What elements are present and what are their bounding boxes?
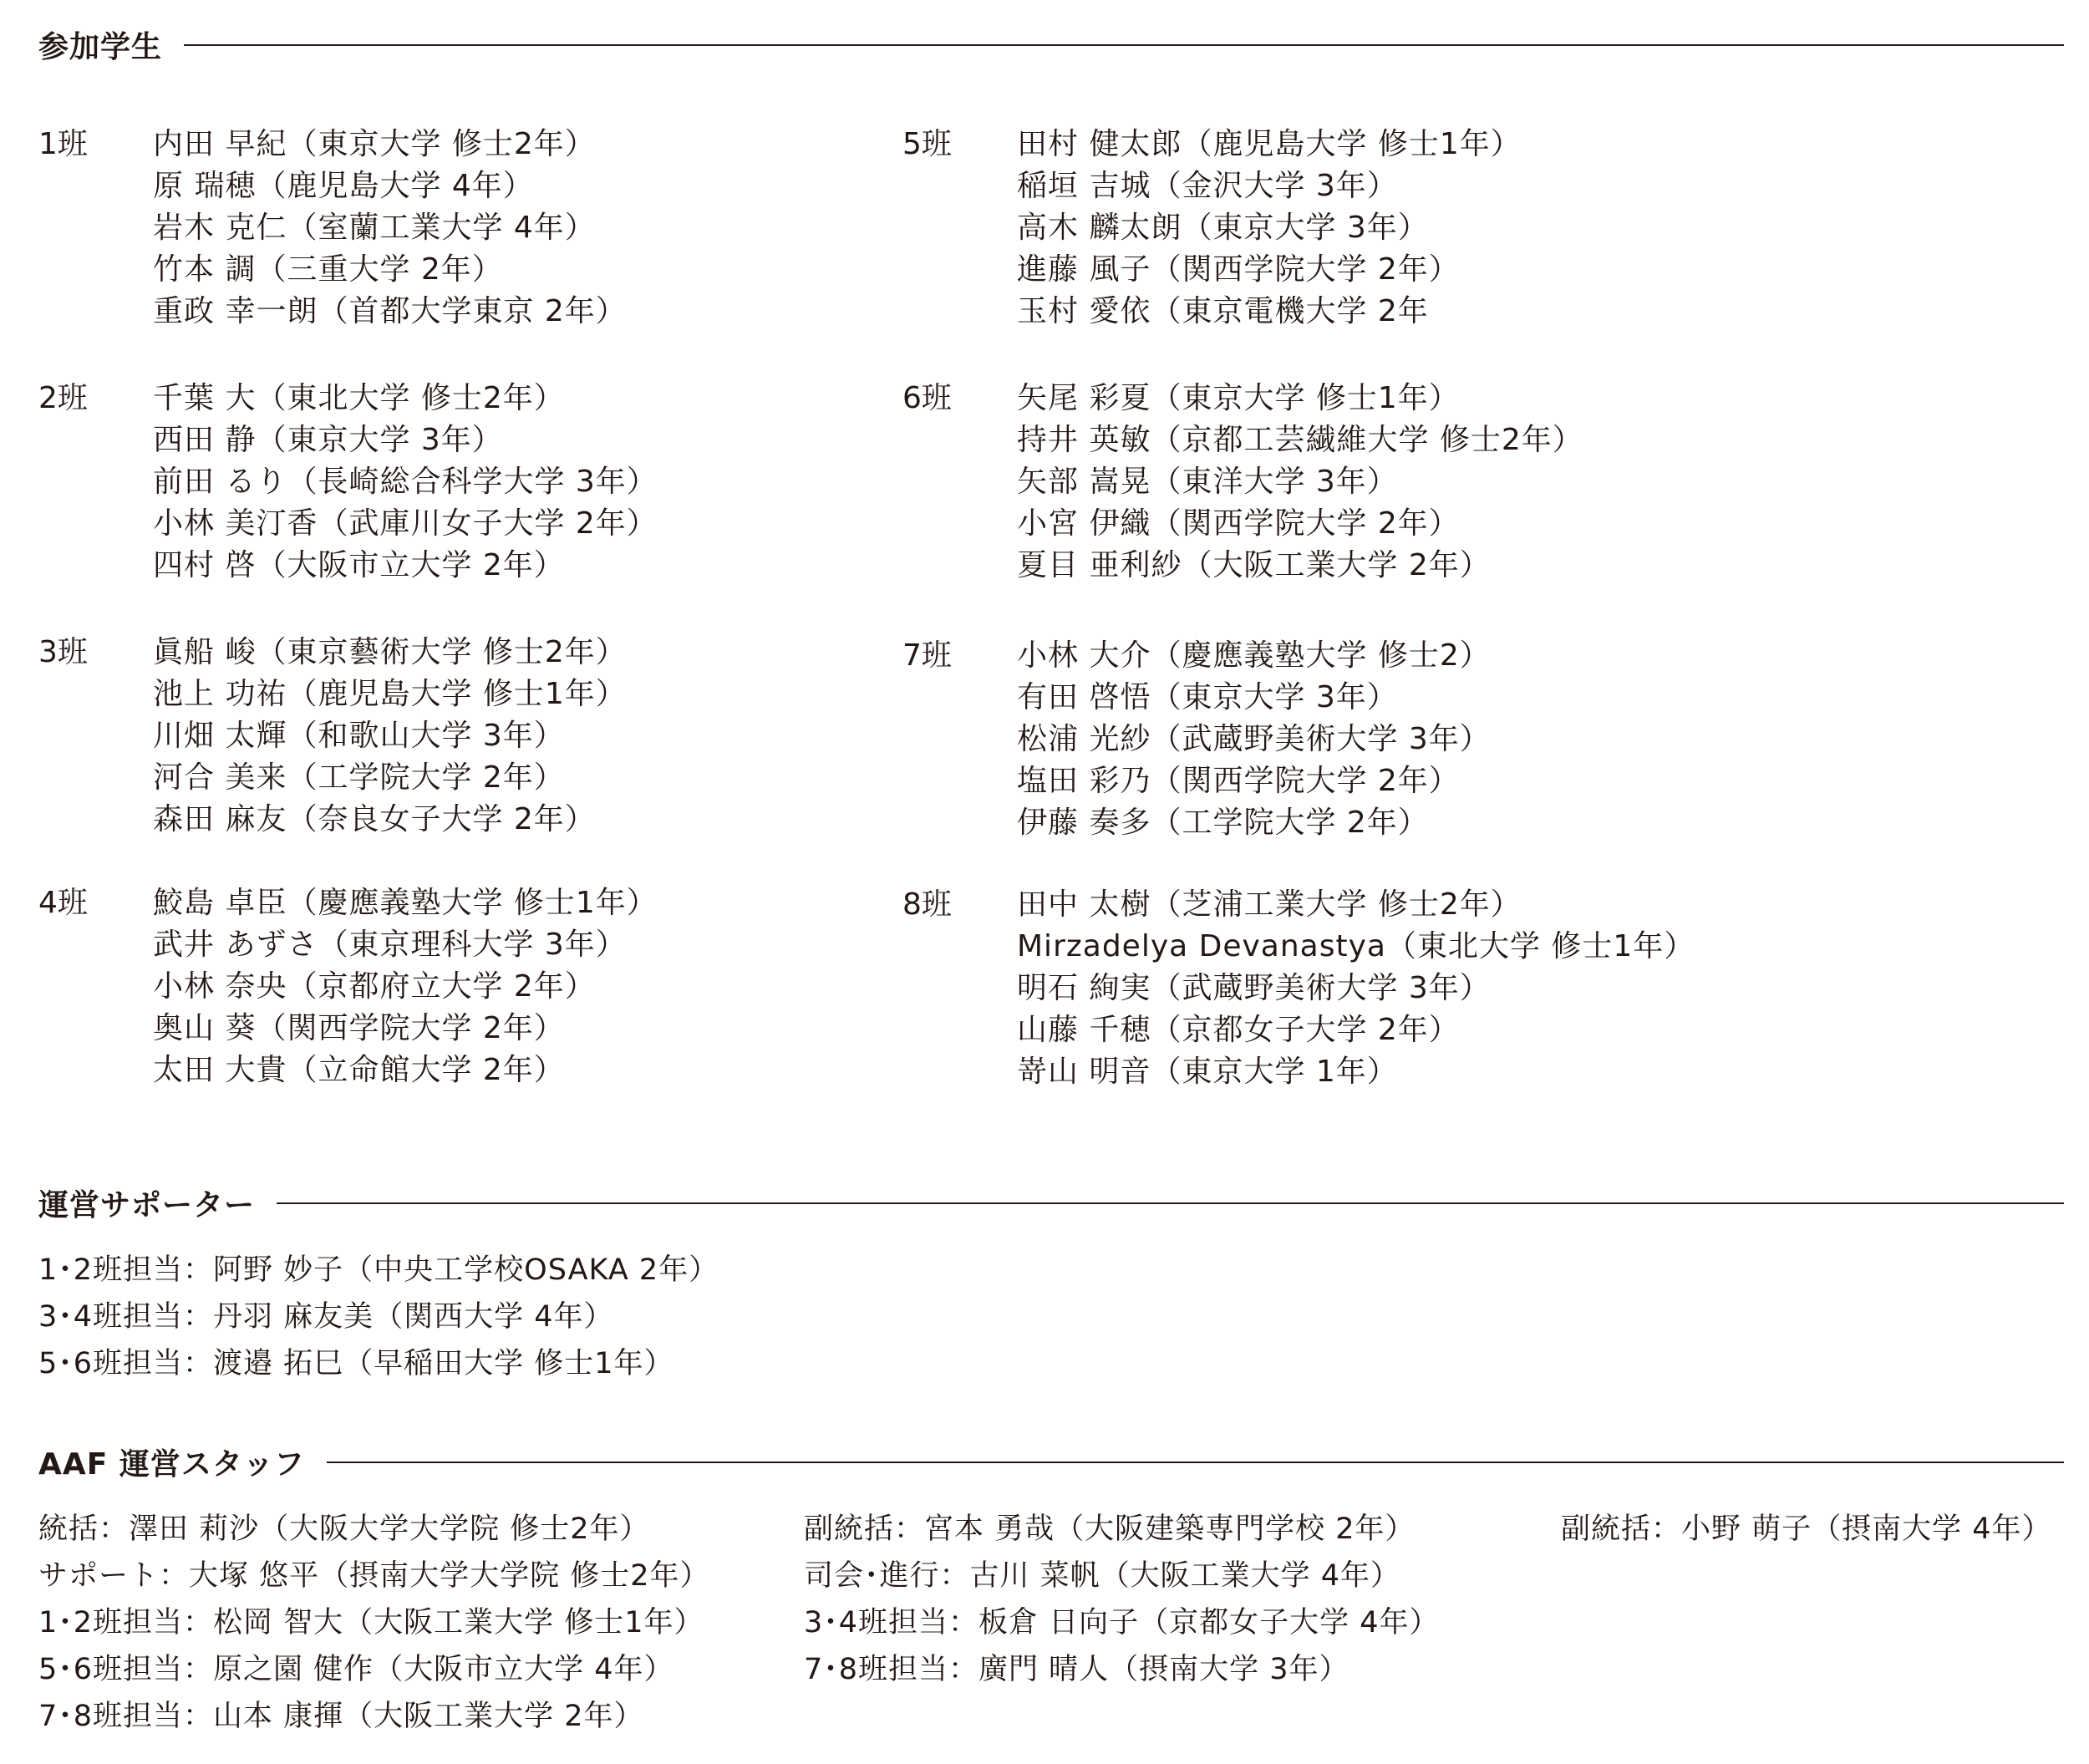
member-item: 明石 絢実（武蔵野美術大学 3年） bbox=[1017, 971, 1491, 1005]
staff-heading bbox=[38, 1441, 2064, 1483]
member-item: 稲垣 吉城（金沢大学 3年） bbox=[1017, 169, 1398, 203]
group-label: 3班 bbox=[38, 635, 88, 669]
member-item: 山藤 千穂（京都女子大学 2年） bbox=[1017, 1013, 1460, 1047]
member-item: 有田 啓悟（東京大学 3年） bbox=[1017, 680, 1398, 714]
member-item: 重政 幸一朗（首都大学東京 2年） bbox=[153, 294, 627, 328]
member-item: 竹本 調（三重大学 2年） bbox=[153, 252, 503, 287]
member-item: 原 瑞穂（鹿児島大学 4年） bbox=[153, 169, 534, 203]
member-item: 田中 太樹（芝浦工業大学 修士2年） bbox=[1017, 887, 1522, 922]
staff-column-3 bbox=[1561, 1506, 2052, 1553]
member-item: 岩木 克仁（室蘭工業大学 4年） bbox=[153, 211, 596, 245]
staff-heading-rule bbox=[327, 1462, 2064, 1463]
member-item: 小林 美汀香（武庫川女子大学 2年） bbox=[153, 506, 658, 541]
supporters-heading-rule bbox=[277, 1202, 2064, 1204]
staff-item: 統括：澤田 莉沙（大阪大学大学院 修士2年） bbox=[38, 1512, 650, 1546]
member-item: 河合 美来（工学院大学 2年） bbox=[153, 760, 565, 795]
member-item: 内田 早紀（東京大学 修士2年） bbox=[153, 127, 596, 161]
group-label: 7班 bbox=[902, 638, 952, 673]
group-label: 1班 bbox=[38, 127, 88, 161]
member-item: 千葉 大（東北大学 修士2年） bbox=[153, 381, 565, 415]
member-item: 前田 るり（長崎総合科学大学 3年） bbox=[153, 465, 658, 499]
member-item: 川畑 太輝（和歌山大学 3年） bbox=[153, 719, 565, 753]
member-item: 玉村 愛依（東京電機大学 2年 bbox=[1017, 294, 1429, 328]
supporters-heading-title: 運営サポーター bbox=[38, 1188, 256, 1223]
staff-item: 司会･進行：古川 菜帆（大阪工業大学 4年） bbox=[804, 1559, 1401, 1593]
member-item: 高木 麟太朗（東京大学 3年） bbox=[1017, 211, 1429, 245]
staff-column-2 bbox=[804, 1506, 1440, 1693]
supporter-item: 1･2班担当：阿野 妙子（中央工学校OSAKA 2年） bbox=[38, 1253, 719, 1287]
staff-column-1 bbox=[38, 1506, 710, 1740]
member-item: 奥山 葵（関西学院大学 2年） bbox=[153, 1011, 565, 1045]
member-item: 嵜山 明音（東京大学 1年） bbox=[1017, 1055, 1398, 1089]
member-item: 太田 大貴（立命館大学 2年） bbox=[153, 1053, 565, 1087]
group-label: 4班 bbox=[38, 886, 88, 920]
member-item: 池上 功祐（鹿児島大学 修士1年） bbox=[153, 677, 627, 711]
staff-item: 1･2班担当：松岡 智大（大阪工業大学 修士1年） bbox=[38, 1606, 704, 1639]
member-item: 四村 啓（大阪市立大学 2年） bbox=[153, 548, 565, 582]
group-label: 6班 bbox=[902, 381, 952, 415]
member-item: 西田 静（東京大学 3年） bbox=[153, 423, 503, 457]
member-item: 矢部 嵩晃（東洋大学 3年） bbox=[1017, 465, 1398, 499]
staff-item: 副統括：宮本 勇哉（大阪建築専門学校 2年） bbox=[804, 1512, 1416, 1546]
staff-item: サポート：大塚 悠平（摂南大学大学院 修士2年） bbox=[38, 1559, 710, 1593]
students-heading-rule bbox=[184, 44, 2064, 46]
supporters-list bbox=[38, 1247, 719, 1387]
member-item: 小林 大介（慶應義塾大学 修士2） bbox=[1017, 638, 1491, 673]
staff-item: 3･4班担当：板倉 日向子（京都女子大学 4年） bbox=[804, 1606, 1440, 1639]
member-item: 持井 英敏（京都工芸繊維大学 修士2年） bbox=[1017, 423, 1583, 457]
member-item: 眞船 峻（東京藝術大学 修士2年） bbox=[153, 635, 627, 669]
member-item: 塩田 彩乃（関西学院大学 2年） bbox=[1017, 764, 1460, 798]
students-heading-title: 参加学生 bbox=[38, 30, 163, 64]
member-item: Mirzadelya Devanastya（東北大学 修士1年） bbox=[1017, 929, 1695, 963]
staff-item: 7･8班担当：廣門 晴人（摂南大学 3年） bbox=[804, 1653, 1349, 1686]
staff-item: 5･6班担当：原之園 健作（大阪市立大学 4年） bbox=[38, 1653, 674, 1686]
supporter-item: 5･6班担当：渡邉 拓巳（早稲田大学 修士1年） bbox=[38, 1347, 674, 1380]
supporters-heading bbox=[38, 1182, 2064, 1224]
member-item: 松浦 光紗（武蔵野美術大学 3年） bbox=[1017, 722, 1491, 756]
member-item: 夏目 亜利紗（大阪工業大学 2年） bbox=[1017, 548, 1491, 582]
staff-heading-title: AAF 運営スタッフ bbox=[38, 1447, 305, 1482]
staff-item: 副統括：小野 萌子（摂南大学 4年） bbox=[1561, 1512, 2052, 1546]
students-heading bbox=[38, 23, 2064, 66]
member-item: 武井 あずさ（東京理科大学 3年） bbox=[153, 928, 627, 962]
member-item: 鮫島 卓臣（慶應義塾大学 修士1年） bbox=[153, 886, 658, 920]
member-item: 田村 健太郎（鹿児島大学 修士1年） bbox=[1017, 127, 1522, 161]
group-label: 2班 bbox=[38, 381, 88, 415]
staff-item: 7･8班担当：山本 康揮（大阪工業大学 2年） bbox=[38, 1700, 644, 1733]
group-label: 5班 bbox=[902, 127, 952, 161]
group-label: 8班 bbox=[902, 887, 952, 922]
member-item: 森田 麻友（奈良女子大学 2年） bbox=[153, 802, 596, 836]
member-item: 進藤 風子（関西学院大学 2年） bbox=[1017, 252, 1460, 287]
member-item: 小林 奈央（京都府立大学 2年） bbox=[153, 969, 596, 1004]
member-item: 伊藤 奏多（工学院大学 2年） bbox=[1017, 806, 1429, 840]
member-item: 小宮 伊織（関西学院大学 2年） bbox=[1017, 506, 1460, 541]
member-item: 矢尾 彩夏（東京大学 修士1年） bbox=[1017, 381, 1460, 415]
supporter-item: 3･4班担当：丹羽 麻友美（関西大学 4年） bbox=[38, 1300, 614, 1334]
